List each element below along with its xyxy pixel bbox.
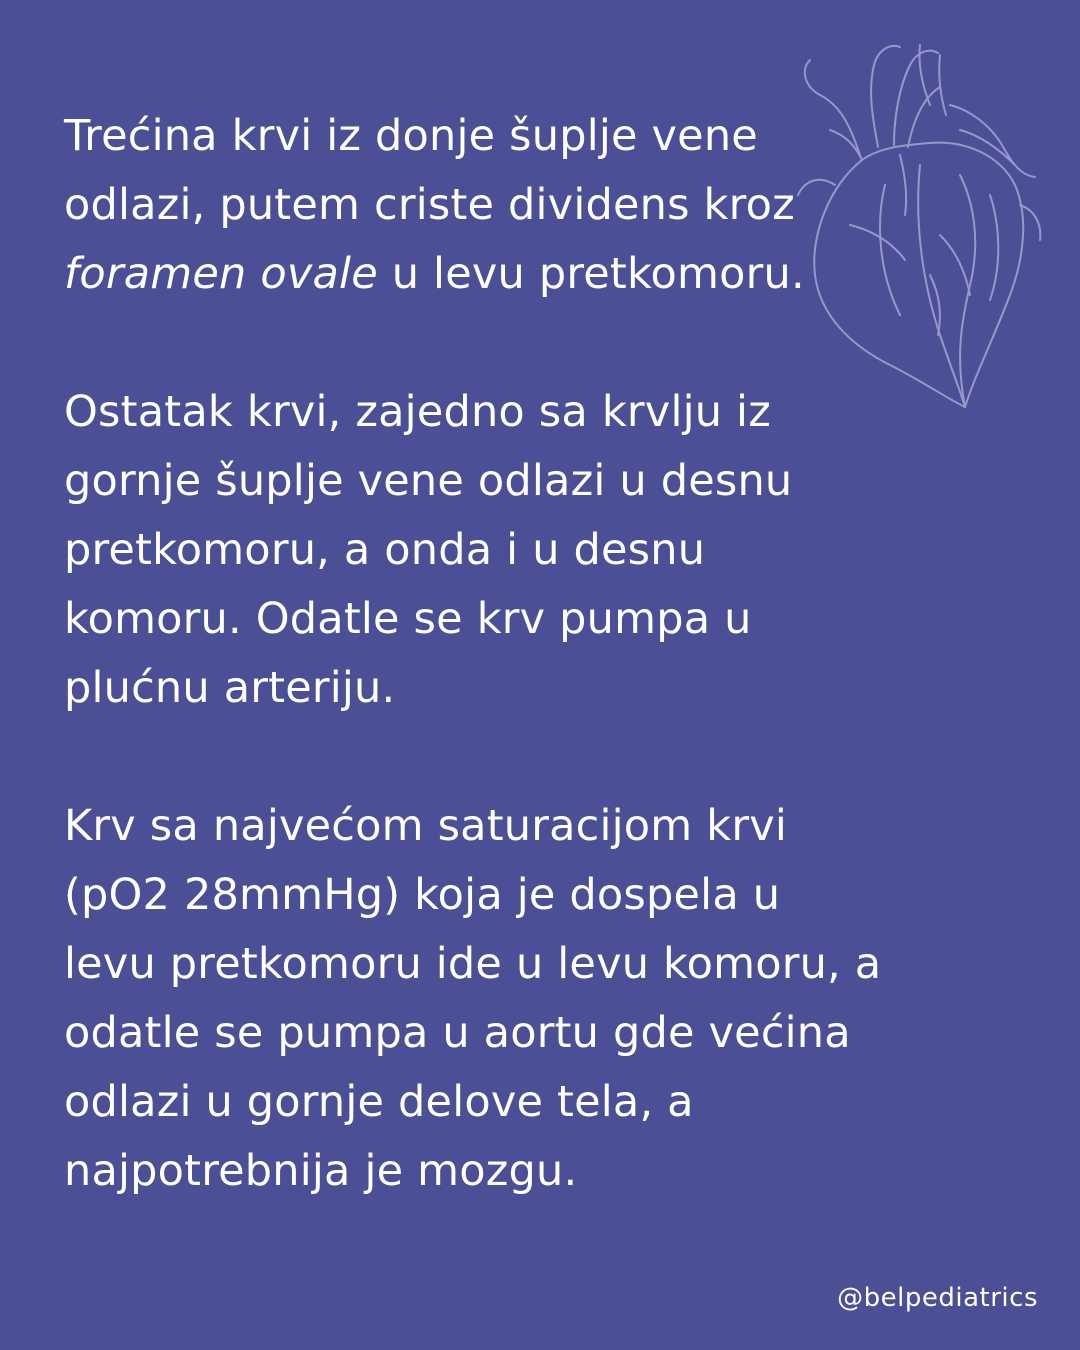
text-line: plućnu arteriju. bbox=[64, 663, 396, 713]
text-line: komoru. Odatle se krv pumpa u bbox=[64, 594, 752, 644]
account-handle: @belpediatrics bbox=[837, 1283, 1038, 1313]
text-line: gornje šuplje vene odlazi u desnu bbox=[64, 456, 793, 506]
text-line: pretkomoru, a onda i u desnu bbox=[64, 525, 706, 575]
text-line: Krv sa najvećom saturacijom krvi bbox=[64, 801, 788, 851]
text-line: Trećina krvi iz donje šuplje vene bbox=[64, 111, 758, 161]
text-line: levu pretkomoru ide u levu komoru, a bbox=[64, 939, 882, 989]
text-line: Ostatak krvi, zajedno sa krvlju iz bbox=[64, 387, 771, 437]
text-line: odlazi, putem criste dividens kroz bbox=[64, 180, 795, 230]
text-after-italic: u levu pretkomoru. bbox=[377, 249, 805, 299]
text-line: (pO2 28mmHg) koja je dospela u bbox=[64, 870, 781, 920]
text-line-mixed bbox=[64, 240, 1024, 309]
main-text bbox=[64, 102, 1024, 1206]
text-line: odatle se pumpa u aortu gde većina bbox=[64, 1008, 851, 1058]
text-line: odlazi u gornje delove tela, a bbox=[64, 1077, 694, 1127]
italic-term: foramen ovale bbox=[64, 249, 378, 299]
text-line: najpotrebnija je mozgu. bbox=[64, 1146, 578, 1196]
paragraph-2 bbox=[64, 378, 1024, 723]
paragraph-3 bbox=[64, 792, 1024, 1206]
paragraph-1 bbox=[64, 102, 1024, 309]
